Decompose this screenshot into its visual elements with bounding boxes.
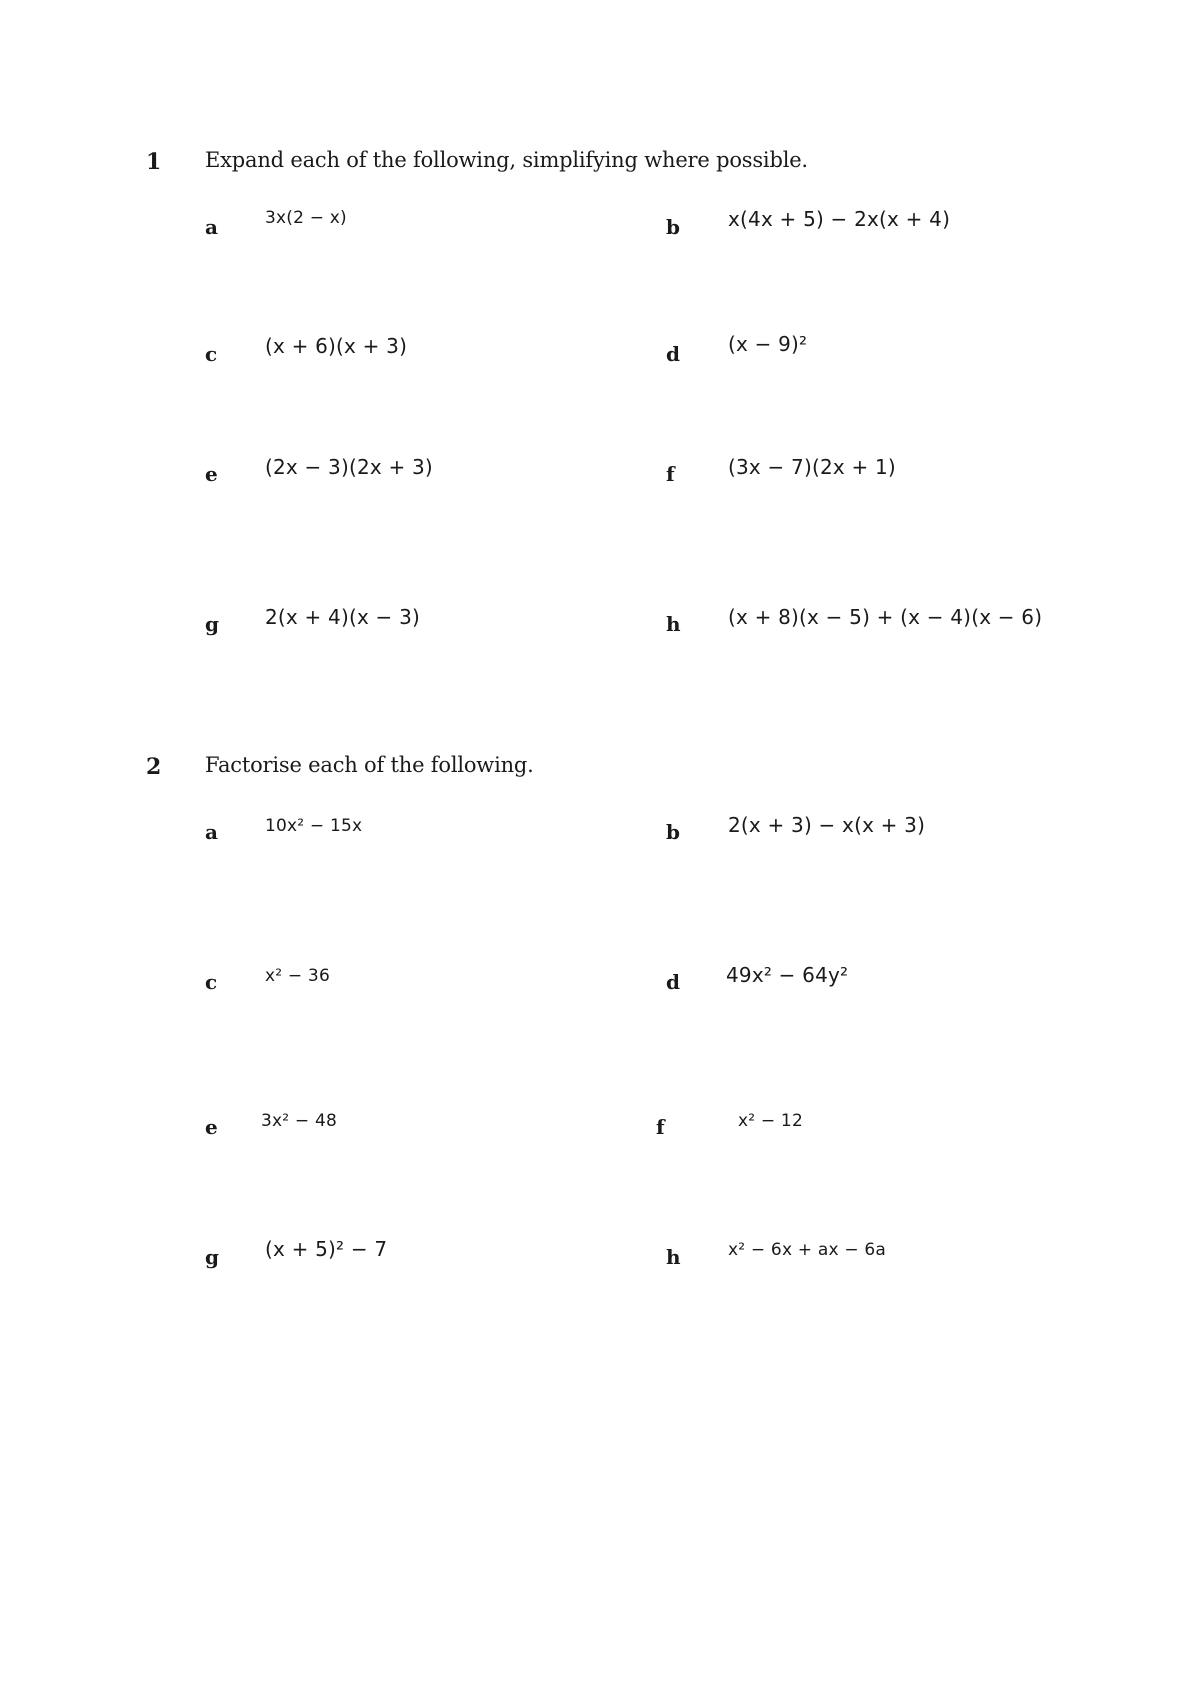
part-label: g (205, 612, 219, 636)
part-label: e (205, 1115, 218, 1139)
expression: x² − 12 (738, 1111, 803, 1131)
expression: 10x² − 15x (265, 816, 363, 836)
expression: 2(x + 3) − x(x + 3) (728, 813, 926, 837)
expression: (2x − 3)(2x + 3) (265, 455, 433, 479)
expression: (x + 8)(x − 5) + (x − 4)(x − 6) (728, 605, 1043, 629)
expression: x² − 36 (265, 966, 330, 986)
part-label: c (205, 342, 218, 366)
expression: x(4x + 5) − 2x(x + 4) (728, 207, 951, 231)
expression: (x + 6)(x + 3) (265, 334, 408, 358)
part-label: f (656, 1115, 665, 1139)
expression: x² − 6x + ax − 6a (728, 1240, 887, 1260)
part-label: c (205, 970, 218, 994)
part-label: e (205, 462, 218, 486)
expression: (x − 9)² (728, 332, 808, 356)
expression: (x + 5)² − 7 (265, 1237, 388, 1261)
expression: 2(x + 4)(x − 3) (265, 605, 421, 629)
question-instruction: Factorise each of the following. (205, 753, 534, 777)
expression: (3x − 7)(2x + 1) (728, 455, 896, 479)
part-label: h (666, 1245, 681, 1269)
part-label: b (666, 820, 680, 844)
part-label: f (666, 462, 675, 486)
question-number: 2 (146, 754, 162, 780)
part-label: d (666, 970, 680, 994)
part-label: a (205, 215, 218, 239)
part-label: g (205, 1245, 219, 1269)
expression: 49x² − 64y² (726, 963, 849, 987)
part-label: d (666, 342, 680, 366)
question-instruction: Expand each of the following, simplifying where possible. (205, 148, 808, 172)
question-number: 1 (146, 149, 162, 175)
part-label: b (666, 215, 680, 239)
expression: 3x(2 − x) (265, 208, 347, 228)
expression: 3x² − 48 (261, 1111, 337, 1131)
part-label: a (205, 820, 218, 844)
part-label: h (666, 612, 681, 636)
